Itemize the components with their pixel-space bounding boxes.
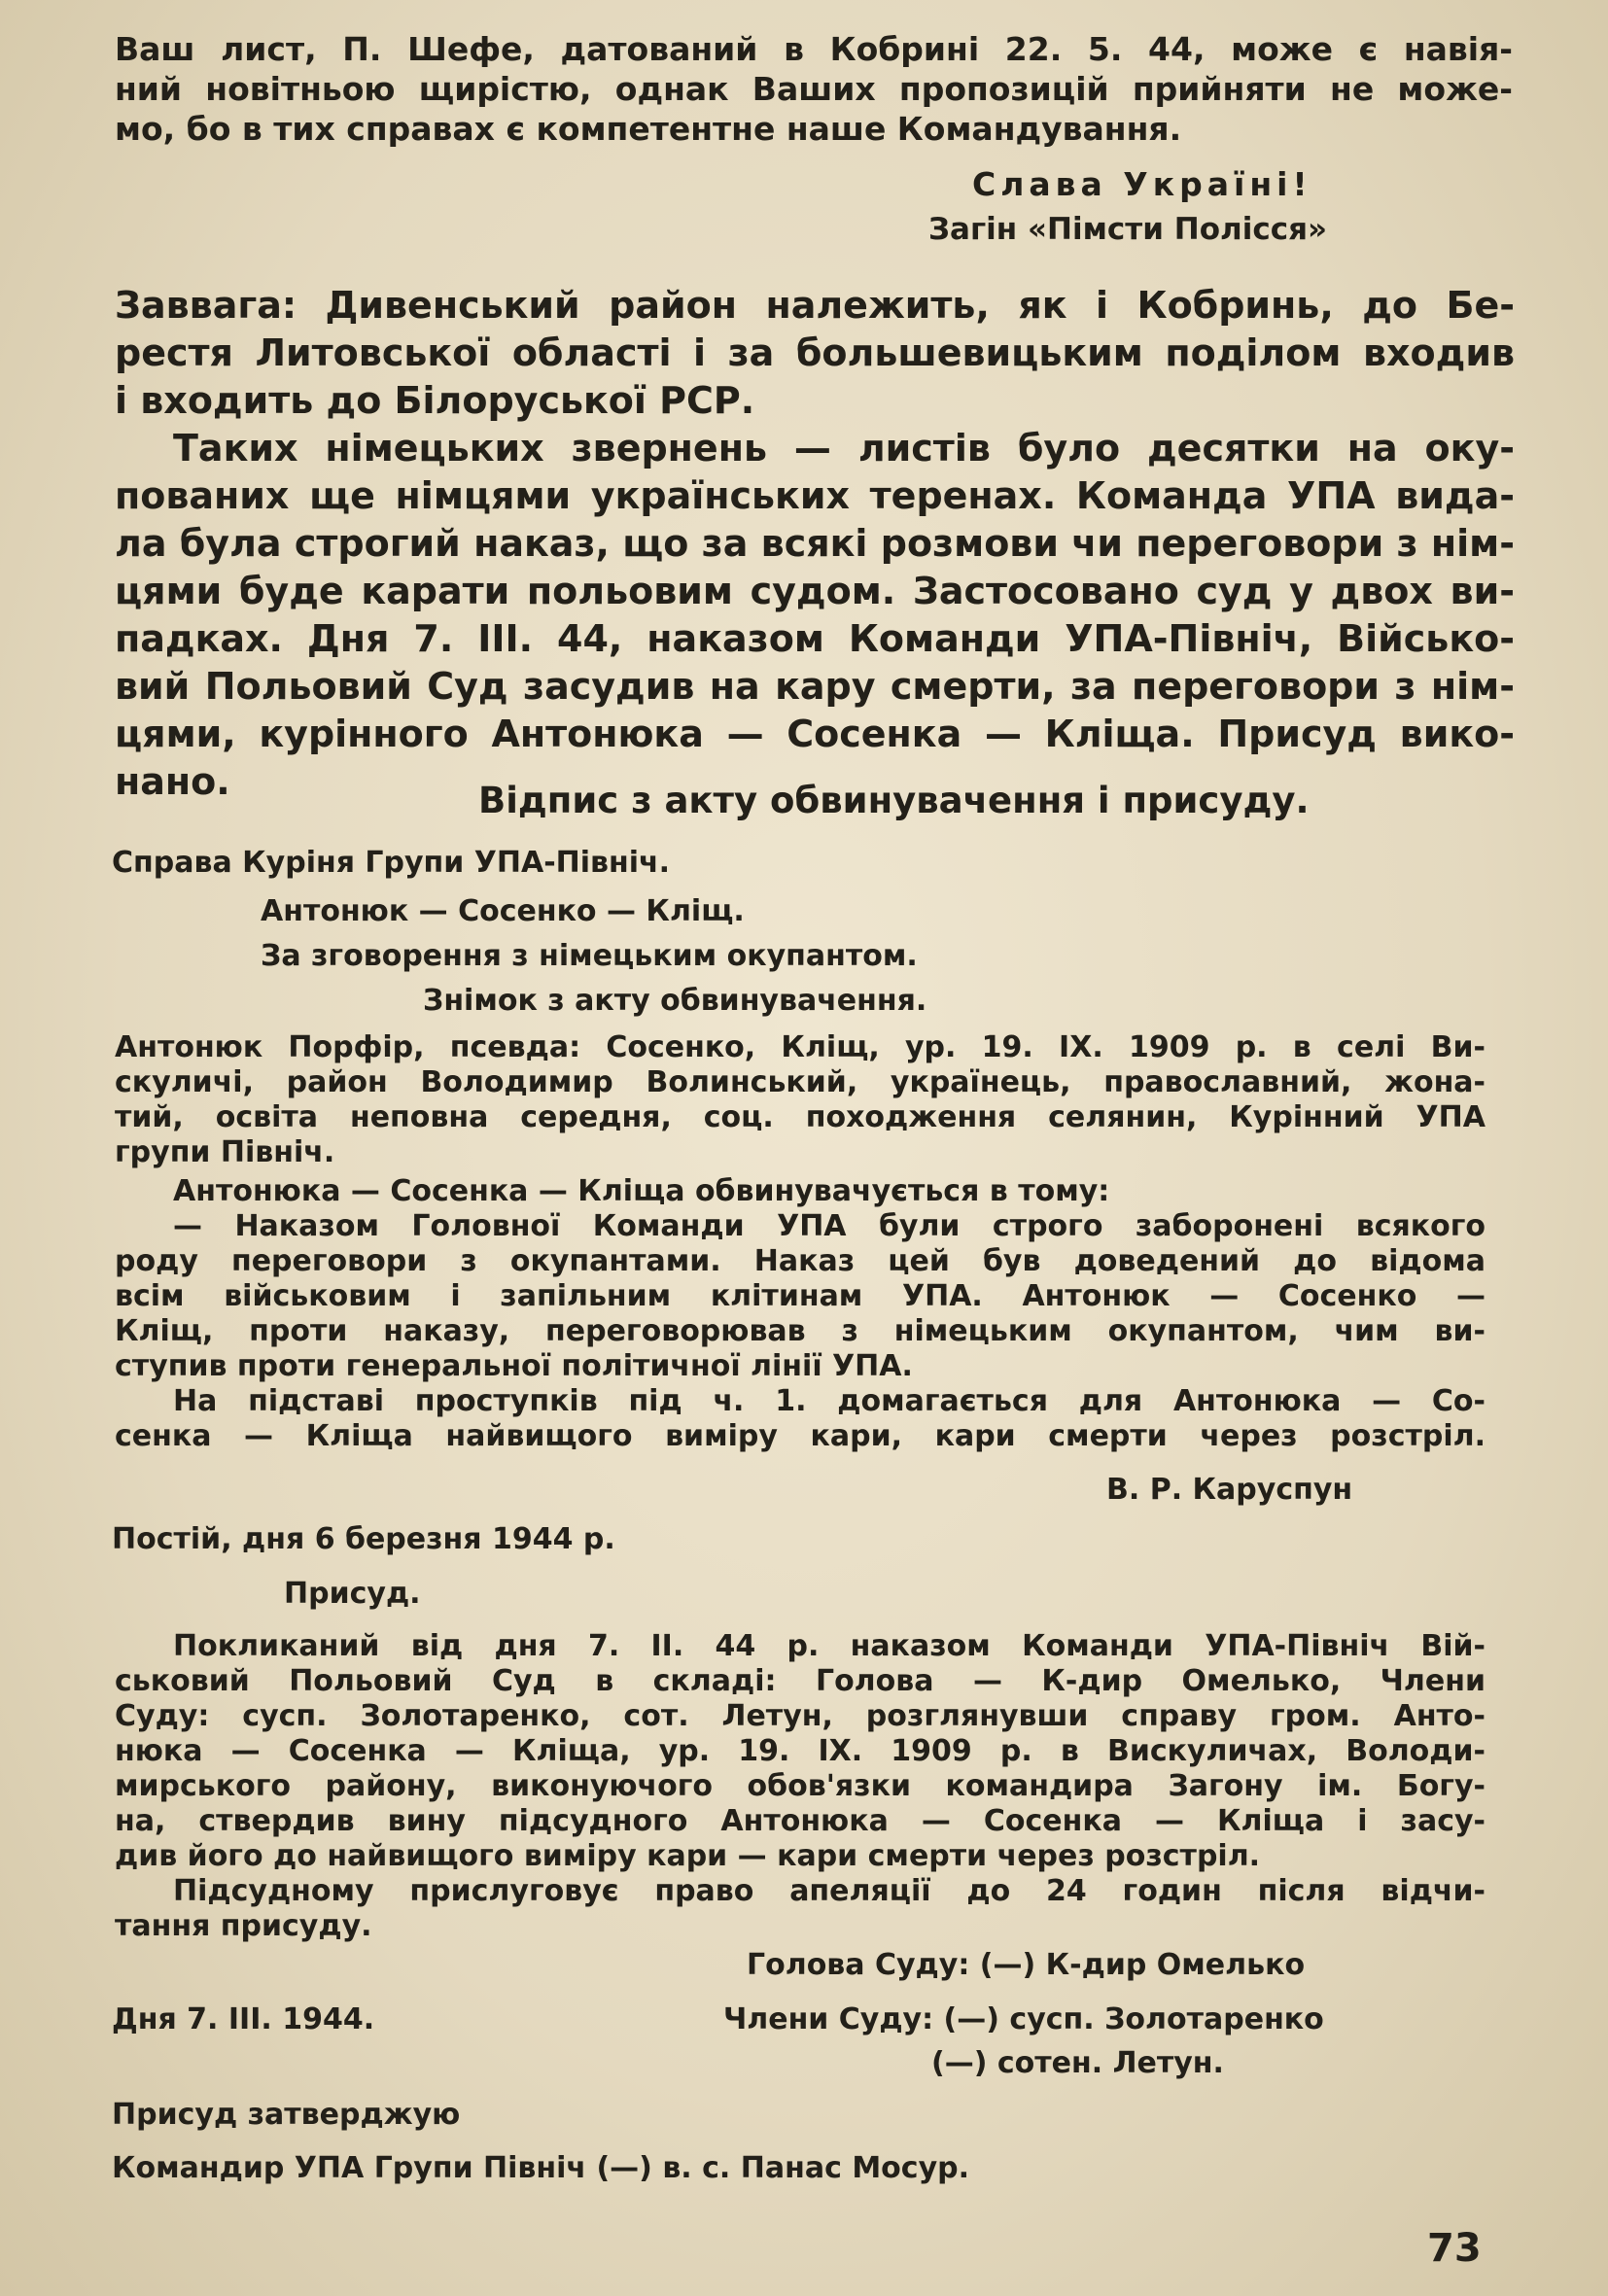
page-number: 73 xyxy=(1427,2226,1482,2271)
prosecutor-signature: В. Р. Каруспун xyxy=(1106,1473,1353,1507)
verdict-line: нюка — Сосенка — Кліща, ур. 19. IX. 1909 р. в Вискуличах, Володи- xyxy=(115,1734,1486,1768)
note-line: нано. xyxy=(115,760,230,803)
verdict-heading: Присуд. xyxy=(284,1577,421,1611)
note-line: падках. Дня 7. ІІІ. 44, наказом Команди УПА-Північ, Військо- xyxy=(115,617,1515,660)
location-date: Постій, дня 6 березня 1944 р. xyxy=(112,1522,615,1556)
court-member-signature: (—) сотен. Летун. xyxy=(931,2046,1224,2080)
note-line: і входить до Білоруської РСР. xyxy=(115,379,755,422)
letter-signature: Загін «Пімсти Полісся» xyxy=(928,212,1328,247)
note-line: цями буде карати польовим судом. Застосовано суд у двох ви- xyxy=(115,570,1515,612)
accusation-line: сенка — Кліща найвищого виміру кари, кари смерти через розстріл. xyxy=(115,1419,1486,1453)
approval-line: Присуд затверджую xyxy=(112,2098,461,2132)
letter-salutation: Слава Україні! xyxy=(972,165,1312,203)
note-text xyxy=(115,282,1515,806)
verdict-line: Покликаний від дня 7. II. 44 р. наказом Команди УПА-Північ Вій- xyxy=(173,1629,1486,1663)
charge-title: За зговорення з німецьким окупантом. xyxy=(261,939,918,973)
bio-line: скуличі, район Володимир Волинський, українець, православний, жона- xyxy=(115,1065,1486,1099)
note-line: Заввага: Дивенський район належить, як і Кобринь, до Бе- xyxy=(115,284,1515,327)
verdict-line: на, ствердив вину підсудного Антонюка — Сосенка — Кліща і засу- xyxy=(115,1804,1486,1838)
letter-line: мо, бо в тих справах є компетентне наше Командування. xyxy=(115,110,1182,148)
bio-line: тий, освіта неповна середня, соц. походження селянин, Курінний УПА xyxy=(115,1100,1486,1134)
bio-line: Антонюк Порфір, псевда: Сосенко, Кліщ, ур. 19. IX. 1909 р. в селі Ви- xyxy=(115,1030,1486,1064)
bio-line: групи Північ. xyxy=(115,1135,335,1169)
accusation-line: Кліщ, проти наказу, переговорював з німецьким окупантом, чим ви- xyxy=(115,1314,1486,1348)
note-line: цями, курінного Антонюка — Сосенка — Кліща. Присуд вико- xyxy=(115,713,1515,755)
accusation-line: ступив проти генеральної політичної лінії УПА. xyxy=(115,1349,913,1383)
accusation-line: Антонюка — Сосенка — Кліща обвинувачується в тому: xyxy=(173,1174,1110,1208)
defendant-bio xyxy=(115,1030,1486,1170)
note-line: вий Польовий Суд засудив на кару смерти, за переговори з нім- xyxy=(115,665,1515,708)
verdict-line: тання присуду. xyxy=(115,1909,372,1943)
note-line: рестя Литовської області і за большевицьким поділом входив xyxy=(115,331,1515,374)
accusation-text xyxy=(115,1174,1486,1454)
note-line: пованих ще німцями українських теренах. Команда УПА вида- xyxy=(115,474,1515,517)
snapshot-title: Знімок з акту обвинувачення. xyxy=(423,984,927,1018)
court-members-signature: Члени Суду: (—) сусп. Золотаренко xyxy=(723,2002,1324,2036)
letter-line: Ваш лист, П. Шефе, датований в Кобрині 22. 5. 44, може є навія- xyxy=(115,30,1513,68)
court-head-signature: Голова Суду: (—) К-дир Омелько xyxy=(747,1948,1306,1982)
accusation-line: На підставі проступків під ч. 1. домагається для Антонюка — Со- xyxy=(173,1384,1486,1418)
accusation-line: роду переговори з окупантами. Наказ цей був доведений до відома xyxy=(115,1244,1486,1278)
verdict-line: див його до найвищого виміру кари — кари смерти через розстріл. xyxy=(115,1839,1261,1873)
note-line: Таких німецьких звернень — листів було десятки на оку- xyxy=(173,427,1515,470)
verdict-line: Суду: сусп. Золотаренко, сот. Летун, розглянувши справу гром. Анто- xyxy=(115,1699,1486,1733)
verdict-line: ськовий Польовий Суд в складі: Голова — К-дир Омелько, Члени xyxy=(115,1664,1486,1698)
case-title: Справа Куріня Групи УПА-Північ. xyxy=(112,846,671,880)
commander-signature: Командир УПА Групи Північ (—) в. с. Панас Мосур. xyxy=(112,2151,969,2185)
accusation-line: всім військовим і запільним клітинам УПА. Антонюк — Сосенко — xyxy=(115,1279,1486,1313)
verdict-line: Підсудному прислуговує право апеляції до 24 годин після відчи- xyxy=(173,1874,1486,1908)
letter-line: ний новітньою щирістю, однак Ваших пропозицій прийняти не може- xyxy=(115,70,1513,108)
verdict-line: мирського району, виконуючого обов'язки командира Загону ім. Богу- xyxy=(115,1769,1486,1803)
defendant-names: Антонюк — Сосенко — Кліщ. xyxy=(261,894,745,928)
section-heading: Відпис з акту обвинувачення і присуду. xyxy=(478,780,1310,821)
verdict-text xyxy=(115,1629,1486,1944)
verdict-date: Дня 7. III. 1944. xyxy=(112,2002,375,2036)
note-line: ла була строгий наказ, що за всякі розмови чи переговори з нім- xyxy=(115,522,1515,565)
accusation-line: — Наказом Головної Команди УПА були строго заборонені всякого xyxy=(173,1209,1486,1243)
letter-text xyxy=(115,29,1513,149)
